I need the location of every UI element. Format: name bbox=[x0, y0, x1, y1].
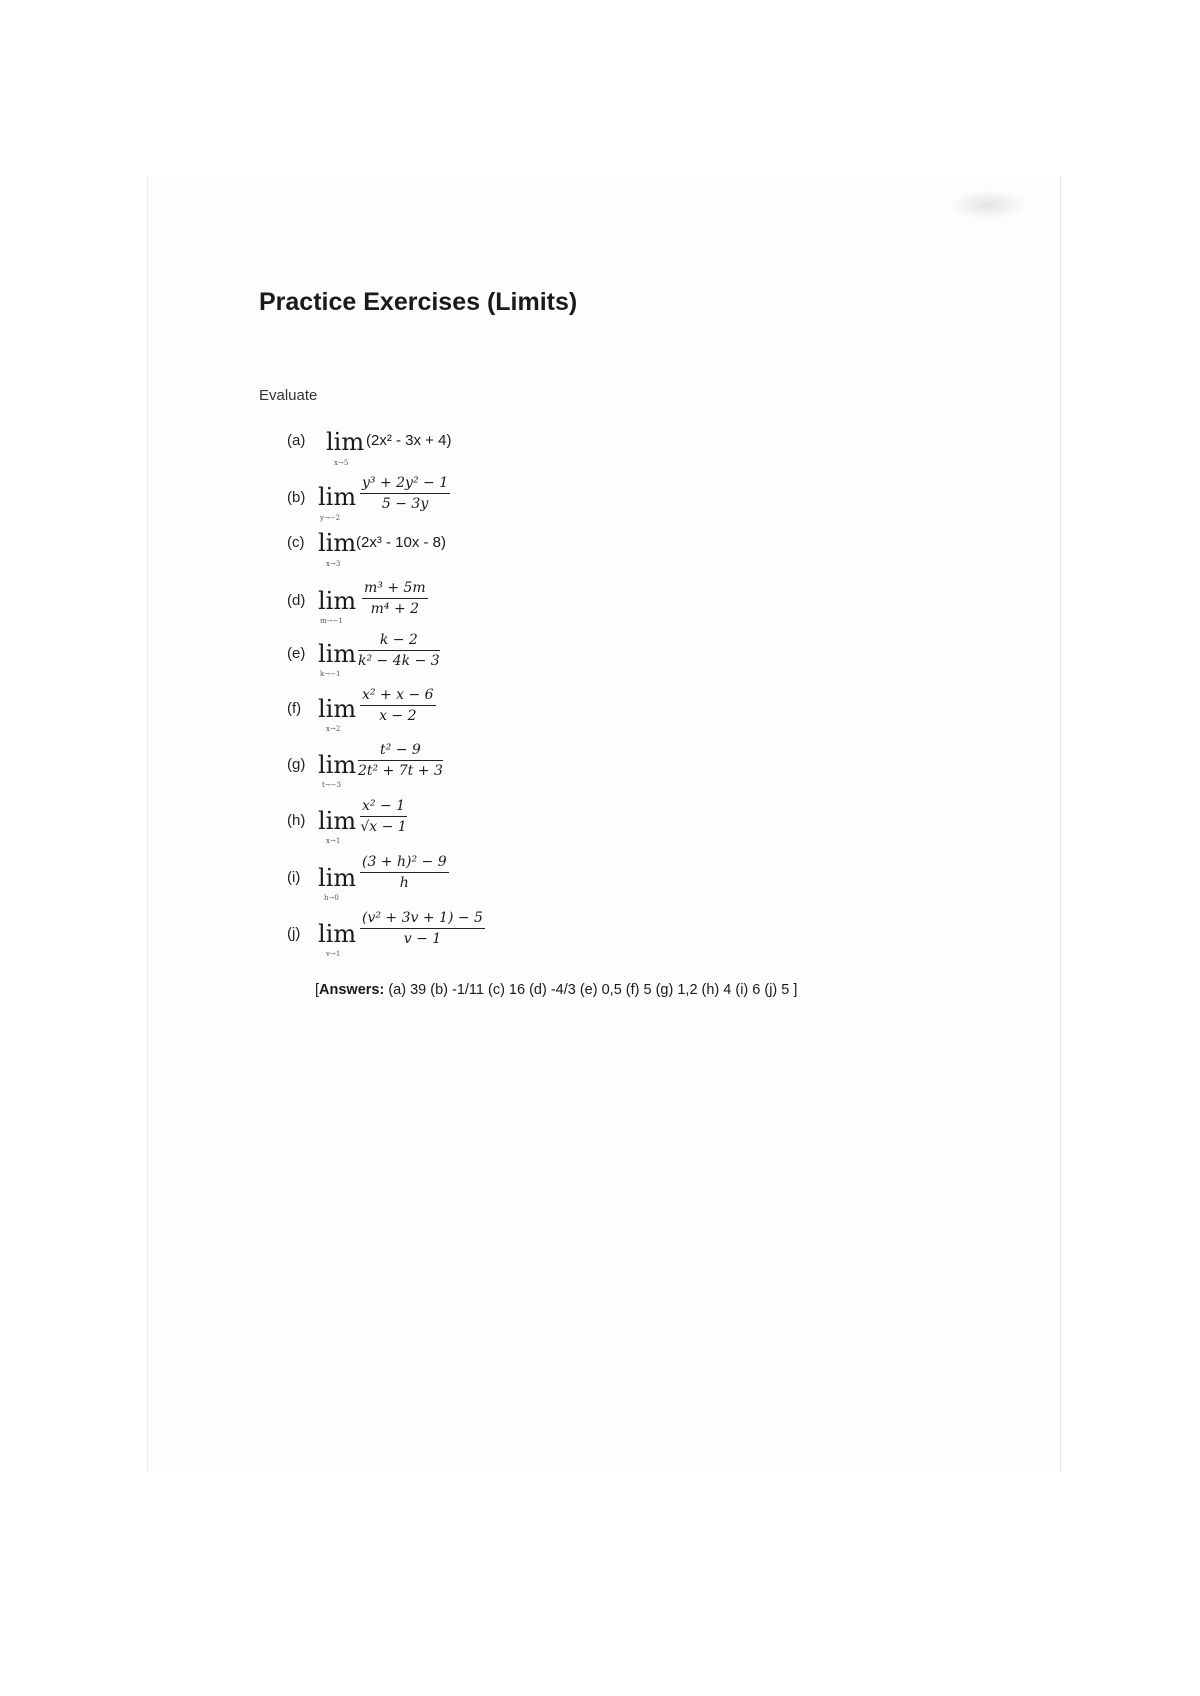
limit-subscript: x→1 bbox=[326, 837, 341, 845]
limit-subscript: x→3 bbox=[326, 560, 341, 568]
limit-subscript: h→0 bbox=[324, 894, 339, 902]
limit-subscript: x→2 bbox=[326, 725, 341, 733]
fraction-numerator: t² − 9 bbox=[358, 740, 443, 761]
limit-fraction bbox=[360, 796, 407, 837]
limit-subscript: x→5 bbox=[334, 459, 349, 467]
answers-line bbox=[315, 982, 797, 998]
scan-smudge bbox=[948, 190, 1028, 220]
limit-fraction bbox=[362, 578, 428, 619]
fraction-numerator: m³ + 5m bbox=[362, 578, 428, 599]
limit-operator: lim bbox=[318, 640, 357, 668]
exercise-label: (a) bbox=[287, 432, 306, 449]
limit-expression: (2x³ - 10x - 8) bbox=[356, 534, 447, 551]
fraction-numerator: k − 2 bbox=[358, 630, 440, 651]
limit-expression: (2x² - 3x + 4) bbox=[366, 432, 452, 449]
limit-subscript: v→1 bbox=[326, 950, 341, 958]
fraction-numerator: x² − 1 bbox=[360, 796, 407, 817]
limit-fraction bbox=[360, 473, 450, 514]
exercise-label: (e) bbox=[287, 645, 306, 662]
fraction-numerator: (v² + 3v + 1) − 5 bbox=[360, 908, 485, 929]
limit-subscript: m→−1 bbox=[320, 617, 343, 625]
fraction-denominator: m⁴ + 2 bbox=[370, 601, 420, 617]
answers-text: (a) 39 (b) -1/11 (c) 16 (d) -4/3 (e) 0,5 (f) 5 (g) 1,2 (h) 4 (i) 6 (j) 5 ] bbox=[384, 982, 798, 998]
limit-fraction bbox=[358, 630, 440, 671]
limit-operator: lim bbox=[318, 751, 357, 779]
limit-operator: lim bbox=[318, 483, 357, 511]
fraction-denominator: k² − 4k − 3 bbox=[358, 653, 440, 669]
fraction-denominator: h bbox=[399, 875, 409, 891]
answers-open-bracket: [ bbox=[315, 982, 320, 998]
page-title: Practice Exercises (Limits) bbox=[259, 288, 578, 316]
limit-subscript: t→−3 bbox=[322, 781, 341, 789]
exercise-label: (f) bbox=[287, 700, 302, 717]
limit-operator: lim bbox=[318, 695, 357, 723]
limit-operator: lim bbox=[318, 587, 357, 615]
fraction-denominator: √x − 1 bbox=[360, 819, 407, 835]
exercise-label: (d) bbox=[287, 592, 306, 609]
instruction-text: Evaluate bbox=[259, 387, 318, 404]
exercise-label: (h) bbox=[287, 812, 306, 829]
limit-operator: lim bbox=[318, 529, 357, 557]
limit-operator: lim bbox=[318, 807, 357, 835]
limit-subscript: y→−2 bbox=[320, 514, 341, 522]
scanned-page bbox=[147, 176, 1061, 1472]
limit-fraction bbox=[360, 685, 436, 726]
exercise-label: (i) bbox=[287, 869, 301, 886]
limit-fraction bbox=[360, 908, 485, 949]
exercise-label: (b) bbox=[287, 489, 306, 506]
limit-operator: lim bbox=[326, 428, 365, 456]
limit-fraction bbox=[358, 740, 443, 781]
limit-subscript: k→−1 bbox=[320, 670, 341, 678]
limit-operator: lim bbox=[318, 864, 357, 892]
exercise-label: (c) bbox=[287, 534, 305, 551]
fraction-denominator: 2t² + 7t + 3 bbox=[358, 763, 443, 779]
answers-heading: Answers: bbox=[319, 982, 385, 998]
exercise-label: (g) bbox=[287, 756, 306, 773]
limit-operator: lim bbox=[318, 920, 357, 948]
fraction-denominator: x − 2 bbox=[379, 708, 417, 724]
fraction-denominator: 5 − 3y bbox=[381, 496, 429, 512]
fraction-numerator: x² + x − 6 bbox=[360, 685, 436, 706]
fraction-numerator: (3 + h)² − 9 bbox=[360, 852, 449, 873]
exercise-label: (j) bbox=[287, 925, 301, 942]
fraction-denominator: v − 1 bbox=[403, 931, 442, 947]
limit-fraction bbox=[360, 852, 449, 893]
fraction-numerator: y³ + 2y² − 1 bbox=[360, 473, 450, 494]
